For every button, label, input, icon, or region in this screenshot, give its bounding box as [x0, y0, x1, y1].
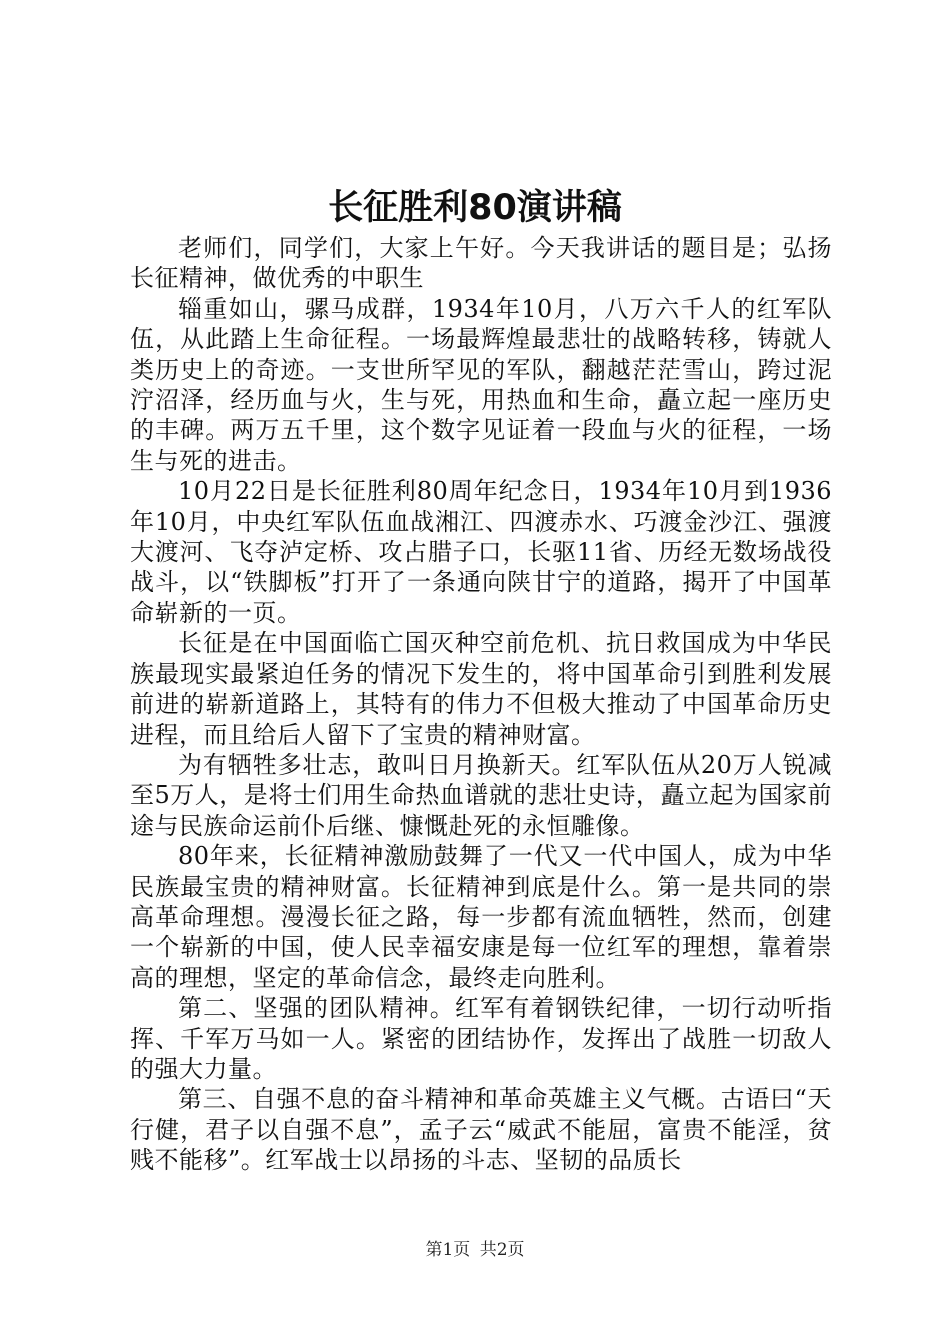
page-footer — [0, 1238, 950, 1262]
document-body — [130, 233, 832, 1176]
page-total: 共2页 — [479, 1240, 525, 1260]
paragraph-sacrifice: 为有牺牲多壮志，敢叫日月换新天。红军队伍从20万人锐减至5万人，是将士们用生命热血谱就的悲壮史诗，矗立起为国家前途与民族命运前仆后继、慷慨赴死的永恒雕像。 — [130, 750, 832, 840]
paragraph-historical-context: 长征是在中国面临亡国灭种空前危机、抗日救国成为中华民族最现实最紧迫任务的情况下发生的，将中国革命引到胜利发展前进的崭新道路上，其特有的伟力不但极大推动了中国革命历史进程，而且给后人留下了宝贵的精神财富。 — [130, 629, 832, 749]
paragraph-anniversary: 10月22日是长征胜利80周年纪念日，1934年10月到1936年10月，中央红军队伍血战湘江、四渡赤水、巧渡金沙江、强渡大渡河、飞夺泸定桥、攻占腊子口，长驱11省、历经无数场战役战斗，以“铁脚板”打开了一条通向陕甘宁的道路，揭开了中国革命崭新的一页。 — [130, 477, 832, 627]
paragraph-spirit-second: 第二、坚强的团队精神。红军有着钢铁纪律，一切行动听指挥、千军万马如一人。紧密的团结协作，发挥出了战胜一切敌人的强大力量。 — [130, 994, 832, 1083]
page-number: 第1页 — [425, 1240, 471, 1260]
paragraph-long-march-start: 辎重如山，骡马成群，1934年10月，八万六千人的红军队伍，从此踏上生命征程。一场最辉煌最悲壮的战略转移，铸就人类历史上的奇迹。一支世所罕见的军队，翻越茫茫雪山，跨过泥泞沼泽，经历血与火，生与死，用热血和生命，矗立起一座历史的丰碑。两万五千里，这个数字见证着一段血与火的征程，一场生与死的进击。 — [130, 294, 832, 475]
paragraph-greeting: 老师们，同学们，大家上午好。今天我讲话的题目是；弘扬长征精神，做优秀的中职生 — [130, 234, 832, 293]
document-title: 长征胜利80演讲稿 — [328, 188, 622, 228]
paragraph-spirit-third: 第三、自强不息的奋斗精神和革命英雄主义气概。古语曰“天行健，君子以自强不息”，孟子云“威武不能屈，富贵不能淫，贫贱不能移”。红军战士以昂扬的斗志、坚韧的品质长 — [130, 1085, 832, 1175]
paragraph-spirit-first: 80年来，长征精神激励鼓舞了一代又一代中国人，成为中华民族最宝贵的精神财富。长征精神到底是什么。第一是共同的崇高革命理想。漫漫长征之路，每一步都有流血牺牲，然而，创建一个崭新的中国，使人民幸福安康是每一位红军的理想，靠着崇高的理想，坚定的革命信念，最终走向胜利。 — [130, 842, 832, 992]
